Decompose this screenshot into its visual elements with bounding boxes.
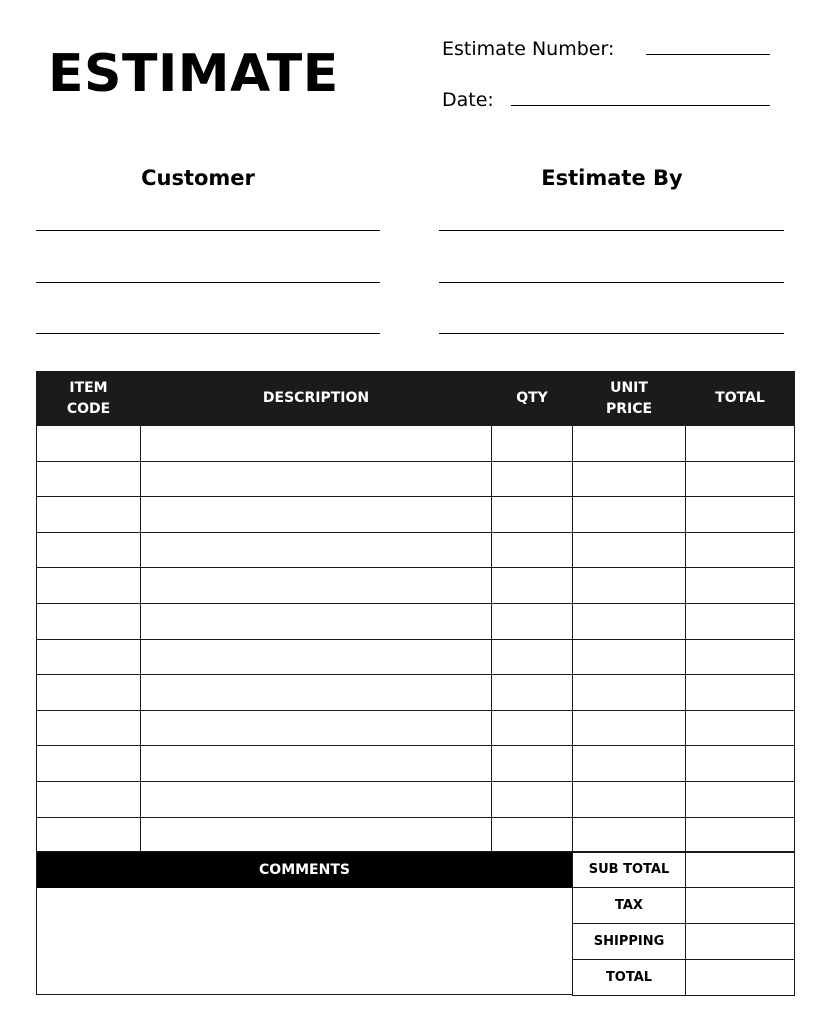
item-code-cell[interactable] (37, 781, 141, 817)
description-cell[interactable] (141, 497, 492, 533)
item-code-cell[interactable] (37, 639, 141, 675)
column-header-description (141, 372, 492, 426)
unit-price-cell[interactable] (573, 639, 686, 675)
estimate-number-label: Estimate Number: (442, 38, 615, 60)
column-header-text: PRICE (605, 400, 653, 417)
item-code-cell[interactable] (37, 675, 141, 711)
total-cell[interactable] (686, 639, 795, 675)
comments-heading: COMMENTS (37, 852, 572, 888)
qty-cell[interactable] (492, 817, 573, 853)
table-row (37, 497, 795, 533)
total-cell[interactable] (686, 603, 795, 639)
item-code-cell[interactable] (37, 710, 141, 746)
total-cell[interactable] (686, 710, 795, 746)
description-cell[interactable] (141, 426, 492, 462)
total-cell[interactable] (686, 461, 795, 497)
customer-line-3[interactable] (36, 333, 380, 334)
qty-cell[interactable] (492, 710, 573, 746)
unit-price-cell[interactable] (573, 746, 686, 782)
table-row (37, 675, 795, 711)
item-code-cell[interactable] (37, 746, 141, 782)
total-cell[interactable] (686, 497, 795, 533)
customer-line-1[interactable] (36, 230, 380, 231)
column-header-unit-price (573, 372, 686, 426)
unit-price-cell[interactable] (573, 426, 686, 462)
qty-cell[interactable] (492, 746, 573, 782)
description-cell[interactable] (141, 781, 492, 817)
estimate-by-line-2[interactable] (439, 282, 784, 283)
comments-box[interactable] (36, 851, 573, 995)
subtotal-value-cell[interactable] (686, 852, 795, 888)
table-row (37, 639, 795, 675)
qty-cell[interactable] (492, 461, 573, 497)
total-label: TOTAL (573, 960, 686, 996)
table-row (37, 426, 795, 462)
column-header-text: UNIT (610, 379, 648, 396)
item-code-cell[interactable] (37, 532, 141, 568)
unit-price-cell[interactable] (573, 817, 686, 853)
item-code-cell[interactable] (37, 497, 141, 533)
estimate-number-row (442, 37, 772, 63)
items-header-row (37, 372, 795, 426)
qty-cell[interactable] (492, 532, 573, 568)
column-header-text: CODE (66, 400, 111, 417)
unit-price-cell[interactable] (573, 532, 686, 568)
date-label: Date: (442, 89, 494, 111)
description-cell[interactable] (141, 461, 492, 497)
totals-row (573, 888, 795, 924)
items-body (37, 426, 795, 853)
totals-row (573, 960, 795, 996)
column-header-text: ITEM (69, 379, 108, 396)
totals-row (573, 924, 795, 960)
table-row (37, 746, 795, 782)
estimate-number-field[interactable] (646, 54, 770, 55)
unit-price-cell[interactable] (573, 603, 686, 639)
table-row (37, 532, 795, 568)
qty-cell[interactable] (492, 781, 573, 817)
qty-cell[interactable] (492, 603, 573, 639)
item-code-cell[interactable] (37, 817, 141, 853)
item-code-cell[interactable] (37, 568, 141, 604)
subtotal-label: SUB TOTAL (573, 852, 686, 888)
shipping-value-cell[interactable] (686, 924, 795, 960)
date-field[interactable] (511, 105, 770, 106)
total-cell[interactable] (686, 568, 795, 604)
estimate-by-line-3[interactable] (439, 333, 784, 334)
shipping-label: SHIPPING (573, 924, 686, 960)
customer-heading: Customer (141, 166, 255, 190)
unit-price-cell[interactable] (573, 461, 686, 497)
item-code-cell[interactable] (37, 603, 141, 639)
tax-label: TAX (573, 888, 686, 924)
unit-price-cell[interactable] (573, 781, 686, 817)
unit-price-cell[interactable] (573, 497, 686, 533)
totals-table (572, 851, 795, 996)
table-row (37, 461, 795, 497)
column-header-text: DESCRIPTION (262, 390, 370, 406)
table-row (37, 603, 795, 639)
unit-price-cell[interactable] (573, 710, 686, 746)
date-row (442, 88, 772, 114)
column-header-total (686, 372, 795, 426)
qty-cell[interactable] (492, 426, 573, 462)
customer-line-2[interactable] (36, 282, 380, 283)
estimate-by-heading: Estimate By (541, 166, 683, 190)
items-table (36, 371, 795, 853)
totals-row (573, 852, 795, 888)
total-cell[interactable] (686, 675, 795, 711)
column-header-item-code (37, 372, 141, 426)
qty-cell[interactable] (492, 675, 573, 711)
table-row (37, 568, 795, 604)
total-cell[interactable] (686, 426, 795, 462)
description-cell[interactable] (141, 675, 492, 711)
description-cell[interactable] (141, 603, 492, 639)
unit-price-cell[interactable] (573, 675, 686, 711)
column-header-text: QTY (516, 390, 548, 406)
description-cell[interactable] (141, 532, 492, 568)
estimate-by-line-1[interactable] (439, 230, 784, 231)
total-cell[interactable] (686, 817, 795, 853)
description-cell[interactable] (141, 746, 492, 782)
column-header-qty (492, 372, 573, 426)
total-cell[interactable] (686, 746, 795, 782)
document-title: ESTIMATE (48, 44, 339, 104)
description-cell[interactable] (141, 817, 492, 853)
description-cell[interactable] (141, 710, 492, 746)
table-row (37, 781, 795, 817)
description-cell[interactable] (141, 568, 492, 604)
qty-cell[interactable] (492, 639, 573, 675)
qty-cell[interactable] (492, 568, 573, 604)
table-row (37, 817, 795, 853)
total-value-cell[interactable] (686, 960, 795, 996)
total-cell[interactable] (686, 532, 795, 568)
tax-value-cell[interactable] (686, 888, 795, 924)
description-cell[interactable] (141, 639, 492, 675)
qty-cell[interactable] (492, 497, 573, 533)
item-code-cell[interactable] (37, 426, 141, 462)
summary-section (36, 851, 794, 995)
total-cell[interactable] (686, 781, 795, 817)
item-code-cell[interactable] (37, 461, 141, 497)
unit-price-cell[interactable] (573, 568, 686, 604)
table-row (37, 710, 795, 746)
column-header-text: TOTAL (715, 390, 765, 406)
